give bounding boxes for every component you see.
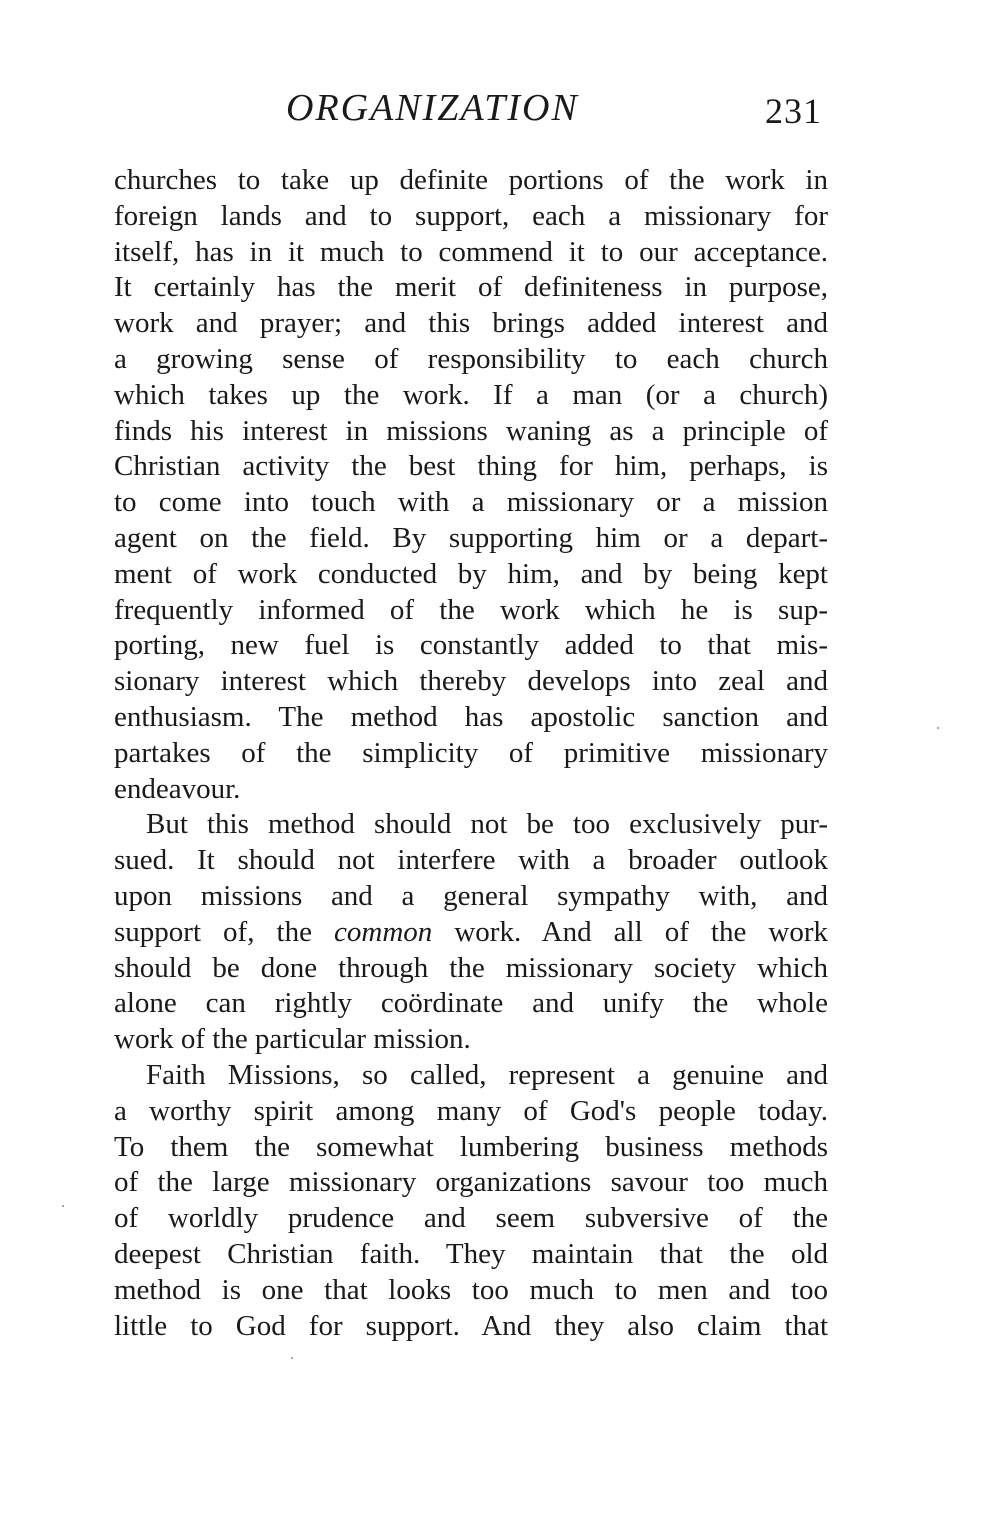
text-line: deepest Christian faith. They maintain that the old — [114, 1237, 828, 1270]
text-line: endeavour. — [114, 772, 241, 805]
text-line: work of the particular mission. — [114, 1023, 471, 1056]
body-text — [114, 163, 828, 1344]
text-line: itself, has in it much to commend it to our acceptance. — [114, 235, 828, 268]
text-line: agent on the field. By supporting him or a depart- — [114, 521, 828, 554]
text-line: which takes up the work. If a man (or a church) — [114, 378, 828, 411]
text-line: sued. It should not interfere with a broader outlook — [114, 844, 828, 877]
text-line: To them the somewhat lumbering business methods — [114, 1130, 828, 1163]
text-line: But this method should not be too exclusively pur- — [146, 808, 828, 841]
scan-speck — [291, 1357, 293, 1359]
text-line: Christian activity the best thing for him, perhaps, is — [114, 450, 828, 483]
paragraph — [114, 807, 828, 1058]
text-line: ment of work conducted by him, and by being kept — [114, 557, 828, 590]
page-number: 231 — [765, 91, 822, 131]
text-line: It certainly has the merit of definiteness in purpose, — [114, 271, 828, 304]
paragraph — [114, 163, 828, 807]
emphasized-word: common — [334, 915, 433, 948]
text-line: of the large missionary organizations savour too much — [114, 1166, 828, 1199]
text-line: enthusiasm. The method has apostolic sanction and — [114, 700, 828, 733]
text-fragment: work. And all of the work — [432, 915, 828, 948]
text-line: should be done through the missionary society which — [114, 951, 828, 984]
running-head — [114, 86, 828, 134]
text-line: work and prayer; and this brings added interest and — [114, 307, 828, 340]
text-line: Faith Missions, so called, represent a genuine and — [146, 1058, 828, 1091]
text-line: sionary interest which thereby develops into zeal and — [114, 665, 828, 698]
text-line: upon missions and a general sympathy with, and — [114, 879, 828, 912]
text-line: foreign lands and to support, each a missionary for — [114, 199, 828, 232]
text-line: a worthy spirit among many of God's people today. — [114, 1094, 828, 1127]
scan-speck — [937, 727, 939, 729]
text-line: finds his interest in missions waning as a principle of — [114, 414, 828, 447]
text-line: to come into touch with a missionary or a mission — [114, 486, 828, 519]
paragraph — [114, 1058, 828, 1344]
text-line: frequently informed of the work which he is sup- — [114, 593, 828, 626]
text-line: porting, new fuel is constantly added to that mis- — [114, 629, 828, 662]
chapter-title: ORGANIZATION — [286, 87, 579, 129]
text-line: of worldly prudence and seem subversive of the — [114, 1202, 828, 1235]
text-fragment: support of, the — [114, 915, 335, 948]
text-line: method is one that looks too much to men and too — [114, 1273, 828, 1306]
text-line: a growing sense of responsibility to each church — [114, 342, 828, 375]
text-line: churches to take up definite portions of the work in — [114, 164, 828, 196]
text-line: partakes of the simplicity of primitive missionary — [114, 736, 828, 769]
text-line: alone can rightly coördinate and unify the whole — [114, 987, 828, 1020]
text-line: little to God for support. And they also claim that — [114, 1309, 828, 1342]
text-line-with-emphasis — [114, 915, 828, 951]
scan-speck — [62, 1205, 64, 1207]
